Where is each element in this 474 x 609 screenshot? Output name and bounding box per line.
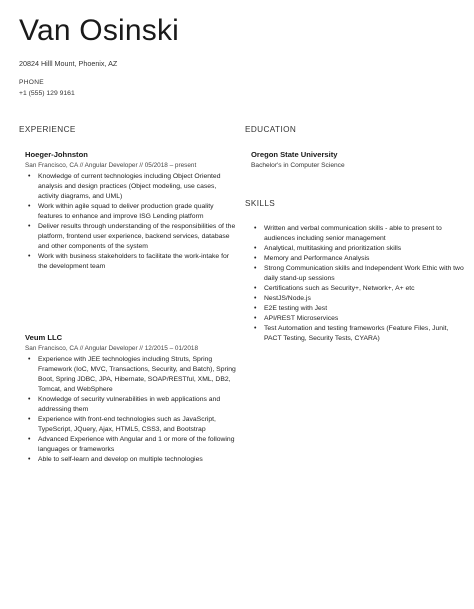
education-entry [251, 150, 461, 169]
job-company: Veum LLC [25, 333, 63, 342]
skill-item: • Test Automation and testing frameworks (Feature Files, Junit, PACT Testing, Security Tests, CYARA) [264, 324, 466, 344]
skills-list-container [251, 224, 466, 344]
skill-item: • Written and verbal communication skills - able to present to audiences including senior management [264, 224, 466, 244]
job-bullets [25, 355, 237, 465]
skill-item: • NestJS/Node.js [264, 294, 466, 304]
job-bullets [25, 172, 237, 272]
job-meta: San Francisco, CA // Angular Developer // 05/2018 – present [25, 162, 197, 169]
skill-item: • Strong Communication skills and Independent Work Ethic with two daily stand-up sessions [264, 264, 466, 284]
address: 20824 Hilll Mount, Phoenix, AZ [19, 59, 118, 68]
education-heading: EDUCATION [245, 125, 297, 134]
education-school: Oregon State University [251, 150, 338, 159]
list-item: • Deliver results through understanding of the responsibilities of the platform, frontend user experience, backend services, database and other components of the system [38, 222, 237, 252]
list-item: • Knowledge of security vulnerabilities in web applications and addressing them [38, 395, 237, 415]
list-item: • Advanced Experience with Angular and 1 or more of the following languages or frameworks [38, 435, 237, 455]
education-degree: Bachelor's in Computer Science [251, 162, 345, 169]
skill-item: • Certifications such as Security+, Network+, A+ etc [264, 284, 466, 294]
skills-list [251, 224, 466, 344]
list-item: • Work within agile squad to deliver production grade quality features to enhance and improve ISG Lending platform [38, 202, 237, 222]
list-item: • Experience with JEE technologies including Struts, Spring Framework (IoC, MVC, Transactions, Security, and Batch), Spring Boot, Spring JDBC, JPA, Hibernate, SOAP/RESTful, XML, DB2, Tomcat, and WebSphere [38, 355, 237, 395]
experience-heading: EXPERIENCE [19, 125, 76, 134]
skills-heading: SKILLS [245, 199, 276, 208]
skill-item: • Analytical, multitasking and prioritization skills [264, 244, 466, 254]
skill-item: • API/REST Microservices [264, 314, 466, 324]
resume-name: Van Osinski [19, 14, 180, 47]
skill-item: • E2E testing with Jest [264, 304, 466, 314]
list-item: • Able to self-learn and develop on multiple technologies [38, 455, 237, 465]
list-item: • Knowledge of current technologies including Object Oriented analysis and design practices (Object modeling, use cases, activity diagrams, and UML) [38, 172, 237, 202]
skill-item: • Memory and Performance Analysis [264, 254, 466, 264]
job-entry [25, 150, 237, 272]
phone-label: PHONE [19, 79, 44, 86]
job-entry [25, 333, 237, 465]
list-item: • Experience with front-end technologies such as JavaScript, TypeScript, JQuery, Ajax, HTML5, CSS3, and Bootstrap [38, 415, 237, 435]
phone-number: +1 (555) 129 9161 [19, 90, 75, 97]
job-company: Hoeger-Johnston [25, 150, 88, 159]
list-item: • Work with business stakeholders to facilitate the work-intake for the development team [38, 252, 237, 272]
job-meta: San Francisco, CA // Angular Developer // 12/2015 – 01/2018 [25, 345, 199, 352]
